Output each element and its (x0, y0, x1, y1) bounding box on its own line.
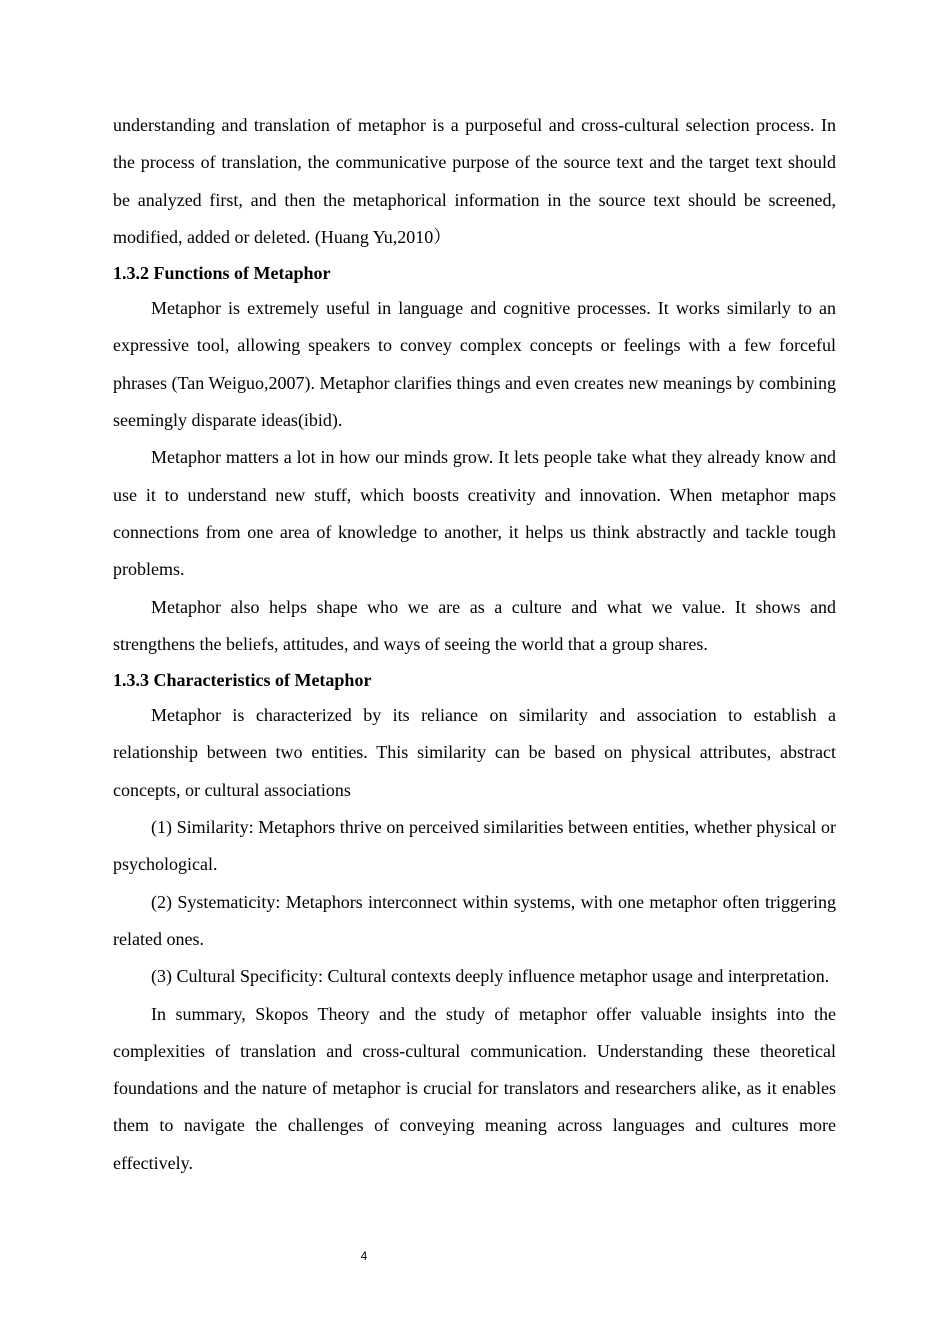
paragraph-continuation: understanding and translation of metaphor is a purposeful and cross-cultural selection process. In the process of translation, the communicative purpose of the source text and the target text should be analyzed first, and then the metaphorical information in the source text should be screened, modified, added or deleted. (Huang Yu,2010） (113, 115, 836, 247)
paragraph-characteristics-intro: Metaphor is characterized by its reliance on similarity and association to establish a relationship between two entities. This similarity can be based on physical attributes, abstract concepts, or cultural associations (113, 705, 836, 800)
paragraph-functions-1: Metaphor is extremely useful in language and cognitive processes. It works similarly to an expressive tool, allowing speakers to convey complex concepts or feelings with a few forceful phrases (Tan Weiguo,2007). Metaphor clarifies things and even creates new meanings by combining seemingly disparate ideas(ibid). (113, 298, 836, 431)
section-heading-characteristics: 1.3.3 Characteristics of Metaphor (113, 670, 372, 691)
section-heading-functions: 1.3.2 Functions of Metaphor (113, 263, 331, 284)
list-item-cultural-specificity: (3) Cultural Specificity: Cultural contexts deeply influence metaphor usage and interpretation. (151, 966, 830, 987)
list-item-systematicity: (2) Systematicity: Metaphors interconnect within systems, with one metaphor often triggering related ones. (113, 891, 836, 949)
paragraph-functions-3: Metaphor also helps shape who we are as a culture and what we value. It shows and strengthens the beliefs, attitudes, and ways of seeing the world that a group shares. (113, 596, 836, 654)
paragraph-summary: In summary, Skopos Theory and the study of metaphor offer valuable insights into the complexities of translation and cross-cultural communication. Understanding these theoretical foundations and the nature of metaphor is crucial for translators and researchers alike, as it enables them to navigate the challenges of conveying meaning across languages and cultures more effectively. (113, 1003, 836, 1173)
page-number: 4 (360, 1249, 368, 1263)
list-item-similarity: (1) Similarity: Metaphors thrive on perceived similarities between entities, whether physical or psychological. (113, 817, 836, 875)
page-body (113, 107, 836, 1182)
paragraph-functions-2: Metaphor matters a lot in how our minds grow. It lets people take what they already know and use it to understand new stuff, which boosts creativity and innovation. When metaphor maps connections from one area of knowledge to another, it helps us think abstractly and tackle tough problems. (113, 447, 836, 580)
